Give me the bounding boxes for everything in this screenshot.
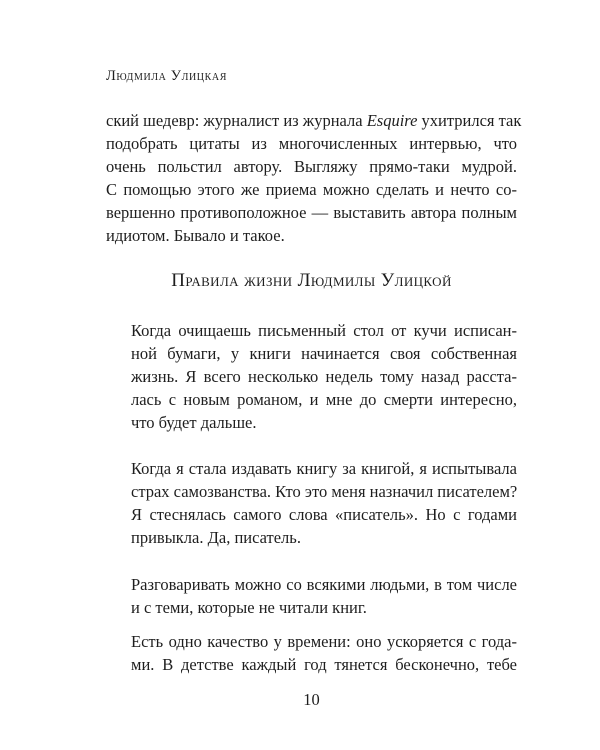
paragraph-1-line-3: жизнь. Я всего несколько недель тому назад расста- — [131, 367, 517, 386]
intro-line-5: вершенно противоположное — выставить автора полным — [106, 203, 517, 222]
paragraph-4-line-2: ми. В детстве каждый год тянется бесконечно, тебе — [131, 655, 517, 674]
magazine-name: Esquire — [366, 111, 418, 130]
intro-line-1-before: ский шедевр: журналист из журнала — [106, 111, 367, 130]
paragraph-3-line-2: и с теми, которые не читали книг. — [131, 598, 367, 617]
paragraph-4-line-1: Есть одно качество у времени: оно ускоряется с года- — [131, 632, 517, 651]
paragraph-1-line-4: лась с новым романом, и мне до смерти интересно, — [131, 390, 517, 409]
intro-line-1 — [106, 111, 522, 131]
paragraph-1-line-2: ной бумаги, у книги начинается своя собственная — [131, 344, 517, 363]
running-head: Людмила Улицкая — [106, 68, 227, 84]
paragraph-2-line-3: Я стеснялась самого слова «писатель». Но с годами — [131, 505, 517, 524]
paragraph-1-line-1: Когда очищаешь письменный стол от кучи исписан- — [131, 321, 517, 340]
page-number: 10 — [303, 690, 320, 709]
paragraph-3-line-1: Разговаривать можно со всякими людьми, в том числе — [131, 575, 517, 594]
section-title: Правила жизни Людмилы Улицкой — [171, 270, 452, 291]
intro-line-2: подобрать цитаты из многочисленных интервью, что — [106, 134, 517, 153]
paragraph-1-line-5: что будет дальше. — [131, 413, 257, 432]
intro-line-3: очень польстил автору. Выгляжу прямо-таки мудрой. — [106, 157, 517, 176]
paragraph-2-line-2: страх самозванства. Кто это меня назначил писателем? — [131, 482, 518, 501]
intro-line-1-after: ухитрился так — [417, 111, 522, 130]
paragraph-2-line-1: Когда я стала издавать книгу за книгой, я испытывала — [131, 459, 517, 478]
intro-line-6: идиотом. Бывало и такое. — [106, 226, 285, 245]
paragraph-2-line-4: привыкла. Да, писатель. — [131, 528, 301, 547]
intro-line-4: С помощью этого же приема можно сделать и нечто со- — [106, 180, 517, 199]
